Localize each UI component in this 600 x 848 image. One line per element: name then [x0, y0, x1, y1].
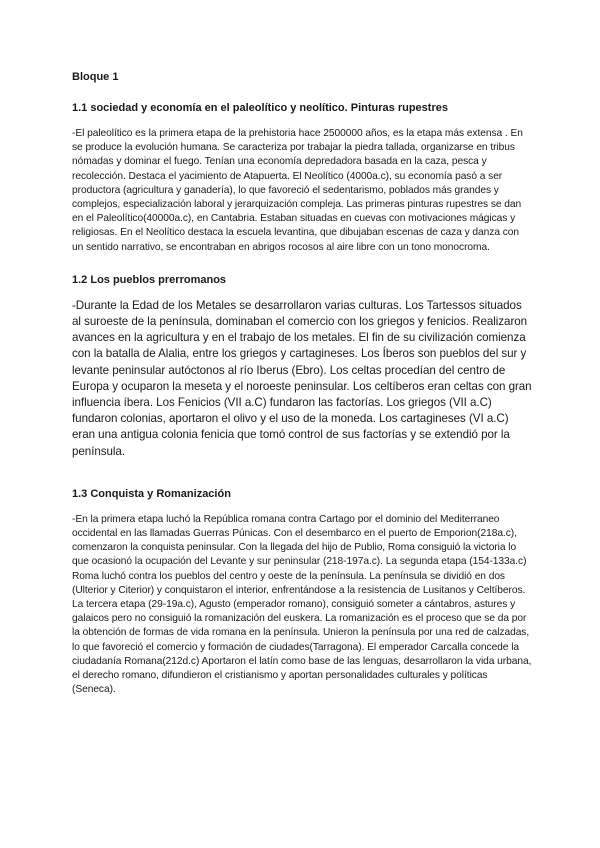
section-body-conquista-romanizacion: -En la primera etapa luchó la República romana contra Cartago por el dominio del Mediterraneo occidental en las llamadas Guerras Púnicas. Con el desembarco en el puerto de Emporion(218a.c), comenzaron la conquista peninsular. Con la llegada del hijo de Publio, Roma consiguió la victoria lo que ocasionó la ocupación del Levante y sur peninsular (218-197a.c). La segunda etapa (154-133a.c) Roma luchó contra los pueblos del centro y oeste de la península. La península se dividió en dos (Ulterior y Citerior) y conquistaron el interior, enfrentándose a la resistencia de Lusitanos y Celtíberos. La tercera etapa (29-19a.c), Agusto (emperador romano), consiguió someter a cántabros, astures y galaicos pero no consiguió la romanización del euskera. La romanización es el proceso que se da por la obtención de formas de vida romana en la península. Unieron la península por una red de calzadas, lo que favoreció el comercio y formación de ciudades(Tarragona). El emperador Carcalla concede la ciudadanía Romana(212d.c) Aportaron el latín como base de las lenguas, desarrollaron la vida urbana, el derecho romano, difundieron el cristianismo y aportan personalidades culturales y políticas (Seneca). [72, 513, 532, 696]
section-title-conquista-romanizacion: 1.3 Conquista y Romanización [72, 487, 231, 500]
block-title: Bloque 1 [72, 71, 119, 83]
section-title-paleolitico: 1.1 sociedad y economía en el paleolítico y neolítico. Pinturas rupestres [72, 102, 448, 114]
section-body-pueblos-prerromanos: -Durante la Edad de los Metales se desarrollaron varias culturas. Los Tartessos situados al suroeste de la península, dominaban el comercio con los griegos y fenicios. Realizaron avances en la agricultura y en el trabajo de los metales. El fin de su civilización comienza con la batalla de Alalia, entre los griegos y cartagineses. Los Íberos son pueblos del sur y levante peninsular autóctonos al río Iberus (Ebro). Los celtas procedían del centro de Europa y ocuparon la meseta y el noroeste peninsular. Los celtíberos eran celtas con gran influencia íbera. Los Fenicios (VII a.C) fundaron las factorías. Los griegos (VII a.C) fundaron colonias, aportaron el olivo y el uso de la moneda. Los cartagineses (VI a.C) eran una antigua colonia fenicia que tomó control de sus factorías y se extendió por la península. [72, 298, 532, 458]
section-body-paleolitico: -El paleolítico es la primera etapa de la prehistoria hace 2500000 años, es la etapa más extensa . En se produce la evolución humana. Se caracteriza por trabajar la piedra tallada, organizarse en tribus nómadas y dominar el fuego. Tenían una economía depredadora basada en la caza, pesca y recolección. Destaca el yacimiento de Atapuerta. El Neolítico (4000a.c), su economía pasó a ser productora (agricultura y ganadería), lo que favoreció el sedentarismo, poblados más grandes y complejos, especialización laboral y jerarquización compleja. Las primeras pinturas rupestres se dan en el Paleolítico(40000a.c), en Cantabria. Estaban situadas en cuevas con motivaciones mágicas y religiosas. En el Neolítico destaca la escuela levantina, que dibujaban escenas de caza y danza con un sentido narrativo, se encontraban en abrigos rocosos al aire libre con un tono monocroma. [72, 128, 523, 253]
document-page [72, 70, 532, 698]
section-title-pueblos-prerromanos: 1.2 Los pueblos prerromanos [72, 273, 227, 286]
